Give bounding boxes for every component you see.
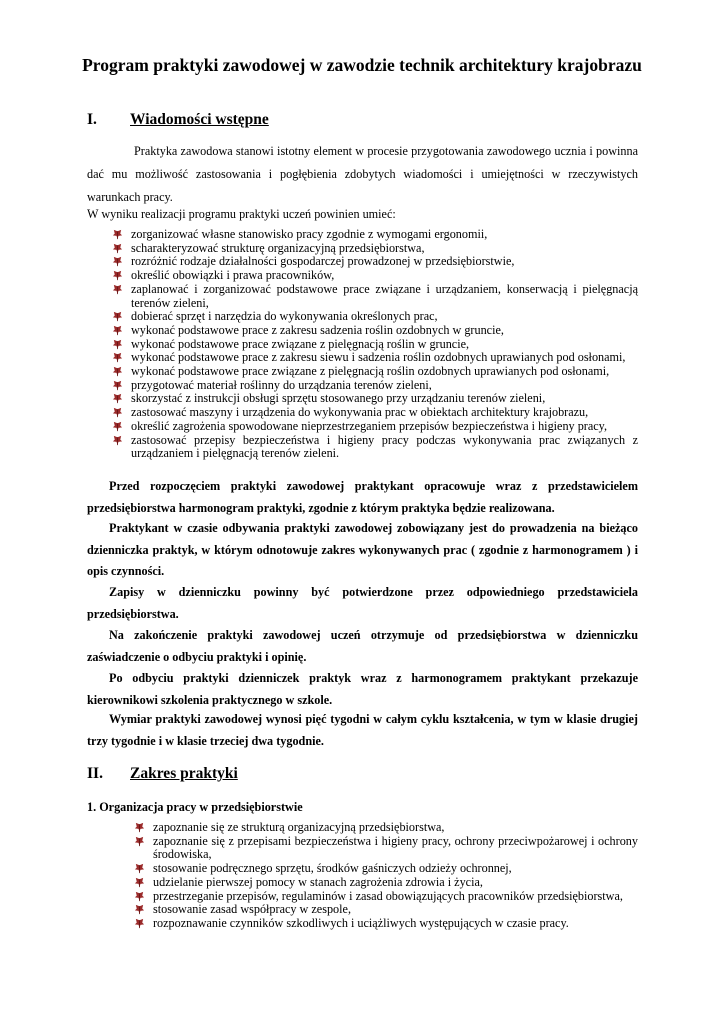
bullet-icon [134, 836, 145, 847]
organization-item [132, 835, 638, 862]
skill-item [110, 310, 638, 324]
bullet-icon [112, 311, 123, 322]
bullet-icon [112, 366, 123, 377]
bullet-icon [112, 325, 123, 336]
bullet-icon [134, 863, 145, 874]
bullet-icon [112, 229, 123, 240]
organization-item-text: zapoznanie się z przepisami bezpieczeństwa i higieny pracy, ochrony przeciwpożarowej i ochrony środowiska, [153, 833, 638, 862]
skill-item-text: określić obowiązki i prawa pracowników, [131, 268, 335, 283]
skill-item-text: skorzystać z instrukcji obsługi sprzętu stosowanego przy urządzaniu terenów zieleni, [131, 391, 546, 406]
requirement-paragraph: Wymiar praktyki zawodowej wynosi pięć tygodni w całym cyklu kształcenia, w tym w klasie drugiej trzy tygodnie i w klasie trzeciej dwa tygodnie. [87, 712, 638, 748]
bullet-icon [112, 270, 123, 281]
bullet-icon [112, 421, 123, 432]
bullet-icon [112, 393, 123, 404]
requirement-paragraph: Zapisy w dzienniczku powinny być potwierdzone przez odpowiedniego przedstawiciela przedsiębiorstwa. [87, 585, 638, 621]
skill-item [110, 283, 638, 310]
skill-item [110, 338, 638, 352]
organization-items-list [132, 821, 638, 931]
skill-item [110, 269, 638, 283]
skill-item-text: zaplanować i zorganizować podstawowe prace związane i urządzaniem, konserwacją i pielęgnacją terenów zieleni, [131, 281, 638, 310]
bullet-icon [134, 891, 145, 902]
skill-item-text: zastosować maszyny i urządzenia do wykonywania prac w obiektach architektury krajobrazu, [131, 405, 589, 420]
organization-item-text: stosowanie zasad współpracy w zespole, [153, 902, 351, 917]
skill-item-text: wykonać podstawowe prace z zakresu siewu i sadzenia roślin ozdobnych uprawianych pod osłonami, [131, 350, 626, 365]
skill-item [110, 365, 638, 379]
skill-item-text: przygotować materiał roślinny do urządzania terenów zieleni, [131, 377, 432, 392]
skill-item [110, 242, 638, 256]
organization-item-text: rozpoznawanie czynników szkodliwych i uciążliwych występujących w czasie pracy. [153, 915, 569, 930]
organization-item [132, 862, 638, 876]
skill-item-text: zorganizować własne stanowisko pracy zgodnie z wymogami ergonomii, [131, 227, 488, 241]
skills-list [110, 228, 638, 461]
skill-item [110, 434, 638, 461]
organization-item-text: stosowanie podręcznego sprzętu, środków gaśniczych odzieży ochronnej, [153, 861, 512, 876]
requirement-paragraph: Po odbyciu praktyki dzienniczek praktyk wraz z harmonogramem praktykant przekazuje kierownikowi szkolenia praktycznego w szkole. [87, 671, 638, 707]
bullet-icon [134, 822, 145, 833]
skill-item-text: scharakteryzować strukturę organizacyjną przedsiębiorstwa, [131, 240, 425, 255]
bullet-icon [112, 435, 123, 446]
organization-item-text: przestrzeganie przepisów, regulaminów i zasad obowiązujących pracowników przedsiębiorstwa, [153, 888, 623, 903]
organization-item [132, 821, 638, 835]
bullet-icon [112, 339, 123, 350]
section-1-title: Wiadomości wstępne [130, 111, 269, 128]
bullet-icon [112, 407, 123, 418]
bullet-icon [112, 284, 123, 295]
bullet-icon [112, 380, 123, 391]
requirement-paragraph: Na zakończenie praktyki zawodowej uczeń otrzymuje od przedsiębiorstwa w dzienniczku zaświadczenie o odbyciu praktyki i opinię. [87, 628, 638, 664]
bullet-icon [112, 243, 123, 254]
organization-item [132, 903, 638, 917]
skill-item [110, 228, 638, 242]
skill-item [110, 255, 638, 269]
organization-item [132, 890, 638, 904]
skill-item [110, 420, 638, 434]
requirement-paragraph: Przed rozpoczęciem praktyki zawodowej praktykant opracowuje wraz z przedstawicielem przedsiębiorstwa harmonogram praktyki, zgodnie z którym praktyka będzie realizowana. [87, 479, 638, 515]
organization-item-text: zapoznanie się ze strukturą organizacyjną przedsiębiorstwa, [153, 820, 445, 834]
requirement-paragraph: Praktykant w czasie odbywania praktyki zawodowej zobowiązany jest do prowadzenia na bieżąco dzienniczka praktyk, w którym odnotowuje zakres wykonywanych prac ( zgodnie z harmonogramem ) i opis czynności. [87, 521, 638, 578]
skill-item-text: określić zagrożenia spowodowane nieprzestrzeganiem przepisów bezpieczeństwa i higieny pracy, [131, 418, 608, 433]
organization-item-text: udzielanie pierwszej pomocy w stanach zagrożenia zdrowia i życia, [153, 874, 483, 889]
skill-item-text: wykonać podstawowe prace związane z pielęgnacją roślin ozdobnych uprawianych pod osłonami, [131, 364, 610, 379]
skill-item-text: zastosować przepisy bezpieczeństwa i higieny pracy podczas wykonywania prac związanych z urządzaniem i pielęgnacją terenów zieleni. [131, 432, 638, 461]
skill-item-text: dobierać sprzęt i narzędzia do wykonywania określonych prac, [131, 309, 438, 324]
bullet-icon [134, 877, 145, 888]
section-2-number: II. [87, 765, 103, 782]
skill-item-text: rozróżnić rodzaje działalności gospodarczej prowadzonej w przedsiębiorstwie, [131, 254, 515, 269]
skill-item-text: wykonać podstawowe prace z zakresu sadzenia roślin ozdobnych w gruncie, [131, 322, 504, 337]
skill-item [110, 351, 638, 365]
skills-lead: W wyniku realizacji programu praktyki uczeń powinien umieć: [87, 207, 396, 221]
skill-item [110, 324, 638, 338]
section-1-intro: Praktyka zawodowa stanowi istotny element w procesie przygotowania zawodowego ucznia i powinna dać mu możliwość zastosowania i pogłębienia zdobytych wiadomości i umiejętności w rzeczywistych warunkach pracy. [87, 144, 638, 204]
section-2-title: Zakres praktyki [130, 765, 238, 782]
document-title: Program praktyki zawodowej w zawodzie technik architektury krajobrazu [82, 55, 642, 75]
subsection-1-title: 1. Organizacja pracy w przedsiębiorstwie [87, 800, 303, 814]
organization-item [132, 917, 638, 931]
skill-item [110, 406, 638, 420]
section-1-number: I. [87, 111, 97, 128]
bullet-icon [112, 352, 123, 363]
bullet-icon [134, 918, 145, 929]
skill-item [110, 379, 638, 393]
organization-item [132, 876, 638, 890]
bullet-icon [134, 904, 145, 915]
skill-item-text: wykonać podstawowe prace związane z pielęgnacją roślin w gruncie, [131, 336, 470, 351]
bullet-icon [112, 256, 123, 267]
skill-item [110, 392, 638, 406]
